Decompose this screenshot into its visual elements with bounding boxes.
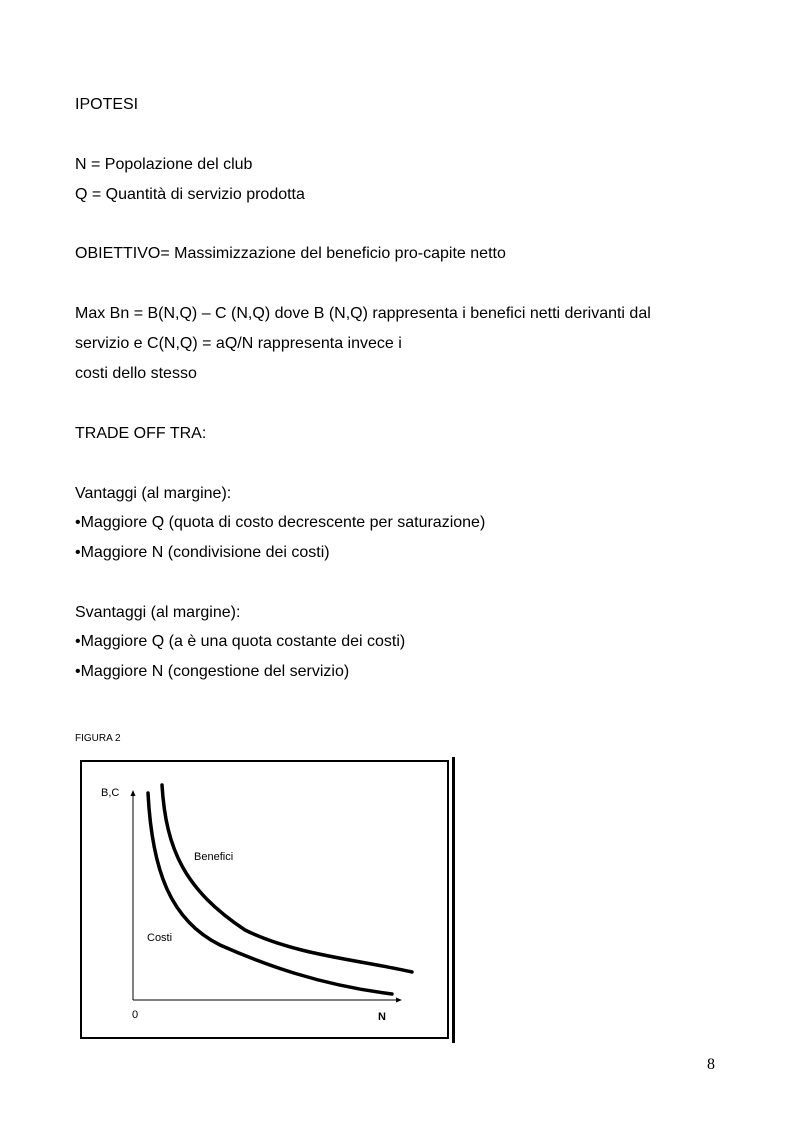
x-axis-label: N [378,1011,386,1023]
figure-right-rule [452,757,455,1043]
disadvantages-heading: Svantaggi (al margine): [75,604,241,621]
figure-2 [80,760,450,1040]
heading-ipotesi: IPOTESI [75,96,139,113]
definition-n: N = Popolazione del club [75,156,253,173]
y-axis-label: B,C [101,787,120,799]
advantages-heading: Vantaggi (al margine): [75,485,232,502]
advantage-item: •Maggiore Q (quota di costo decrescente per saturazione) [75,514,486,531]
disadvantage-item: •Maggiore N (congestione del servizio) [75,663,350,680]
advantage-item: •Maggiore N (condivisione dei costi) [75,544,330,561]
formula-line-3: costi dello stesso [75,365,197,382]
formula-line-1: Max Bn = B(N,Q) – C (N,Q) dove B (N,Q) rappresenta i benefici netti derivanti dal [75,305,651,322]
formula-line-2: servizio e C(N,Q) = aQ/N rappresenta invece i [75,335,402,352]
disadvantage-item: •Maggiore Q (a è una quota costante dei costi) [75,633,406,650]
tradeoff-heading: TRADE OFF TRA: [75,425,207,442]
figure-svg [80,760,450,1040]
definition-q: Q = Quantità di servizio prodotta [75,186,305,203]
benefits-label: Benefici [194,851,234,863]
page-number: 8 [707,1056,715,1073]
objective-text: OBIETTIVO= Massimizzazione del beneficio pro-capite netto [75,245,506,262]
origin-label: 0 [132,1009,139,1021]
figure-caption: FIGURA 2 [75,733,121,744]
costs-label: Costi [147,932,173,944]
figure-frame [81,761,448,1038]
